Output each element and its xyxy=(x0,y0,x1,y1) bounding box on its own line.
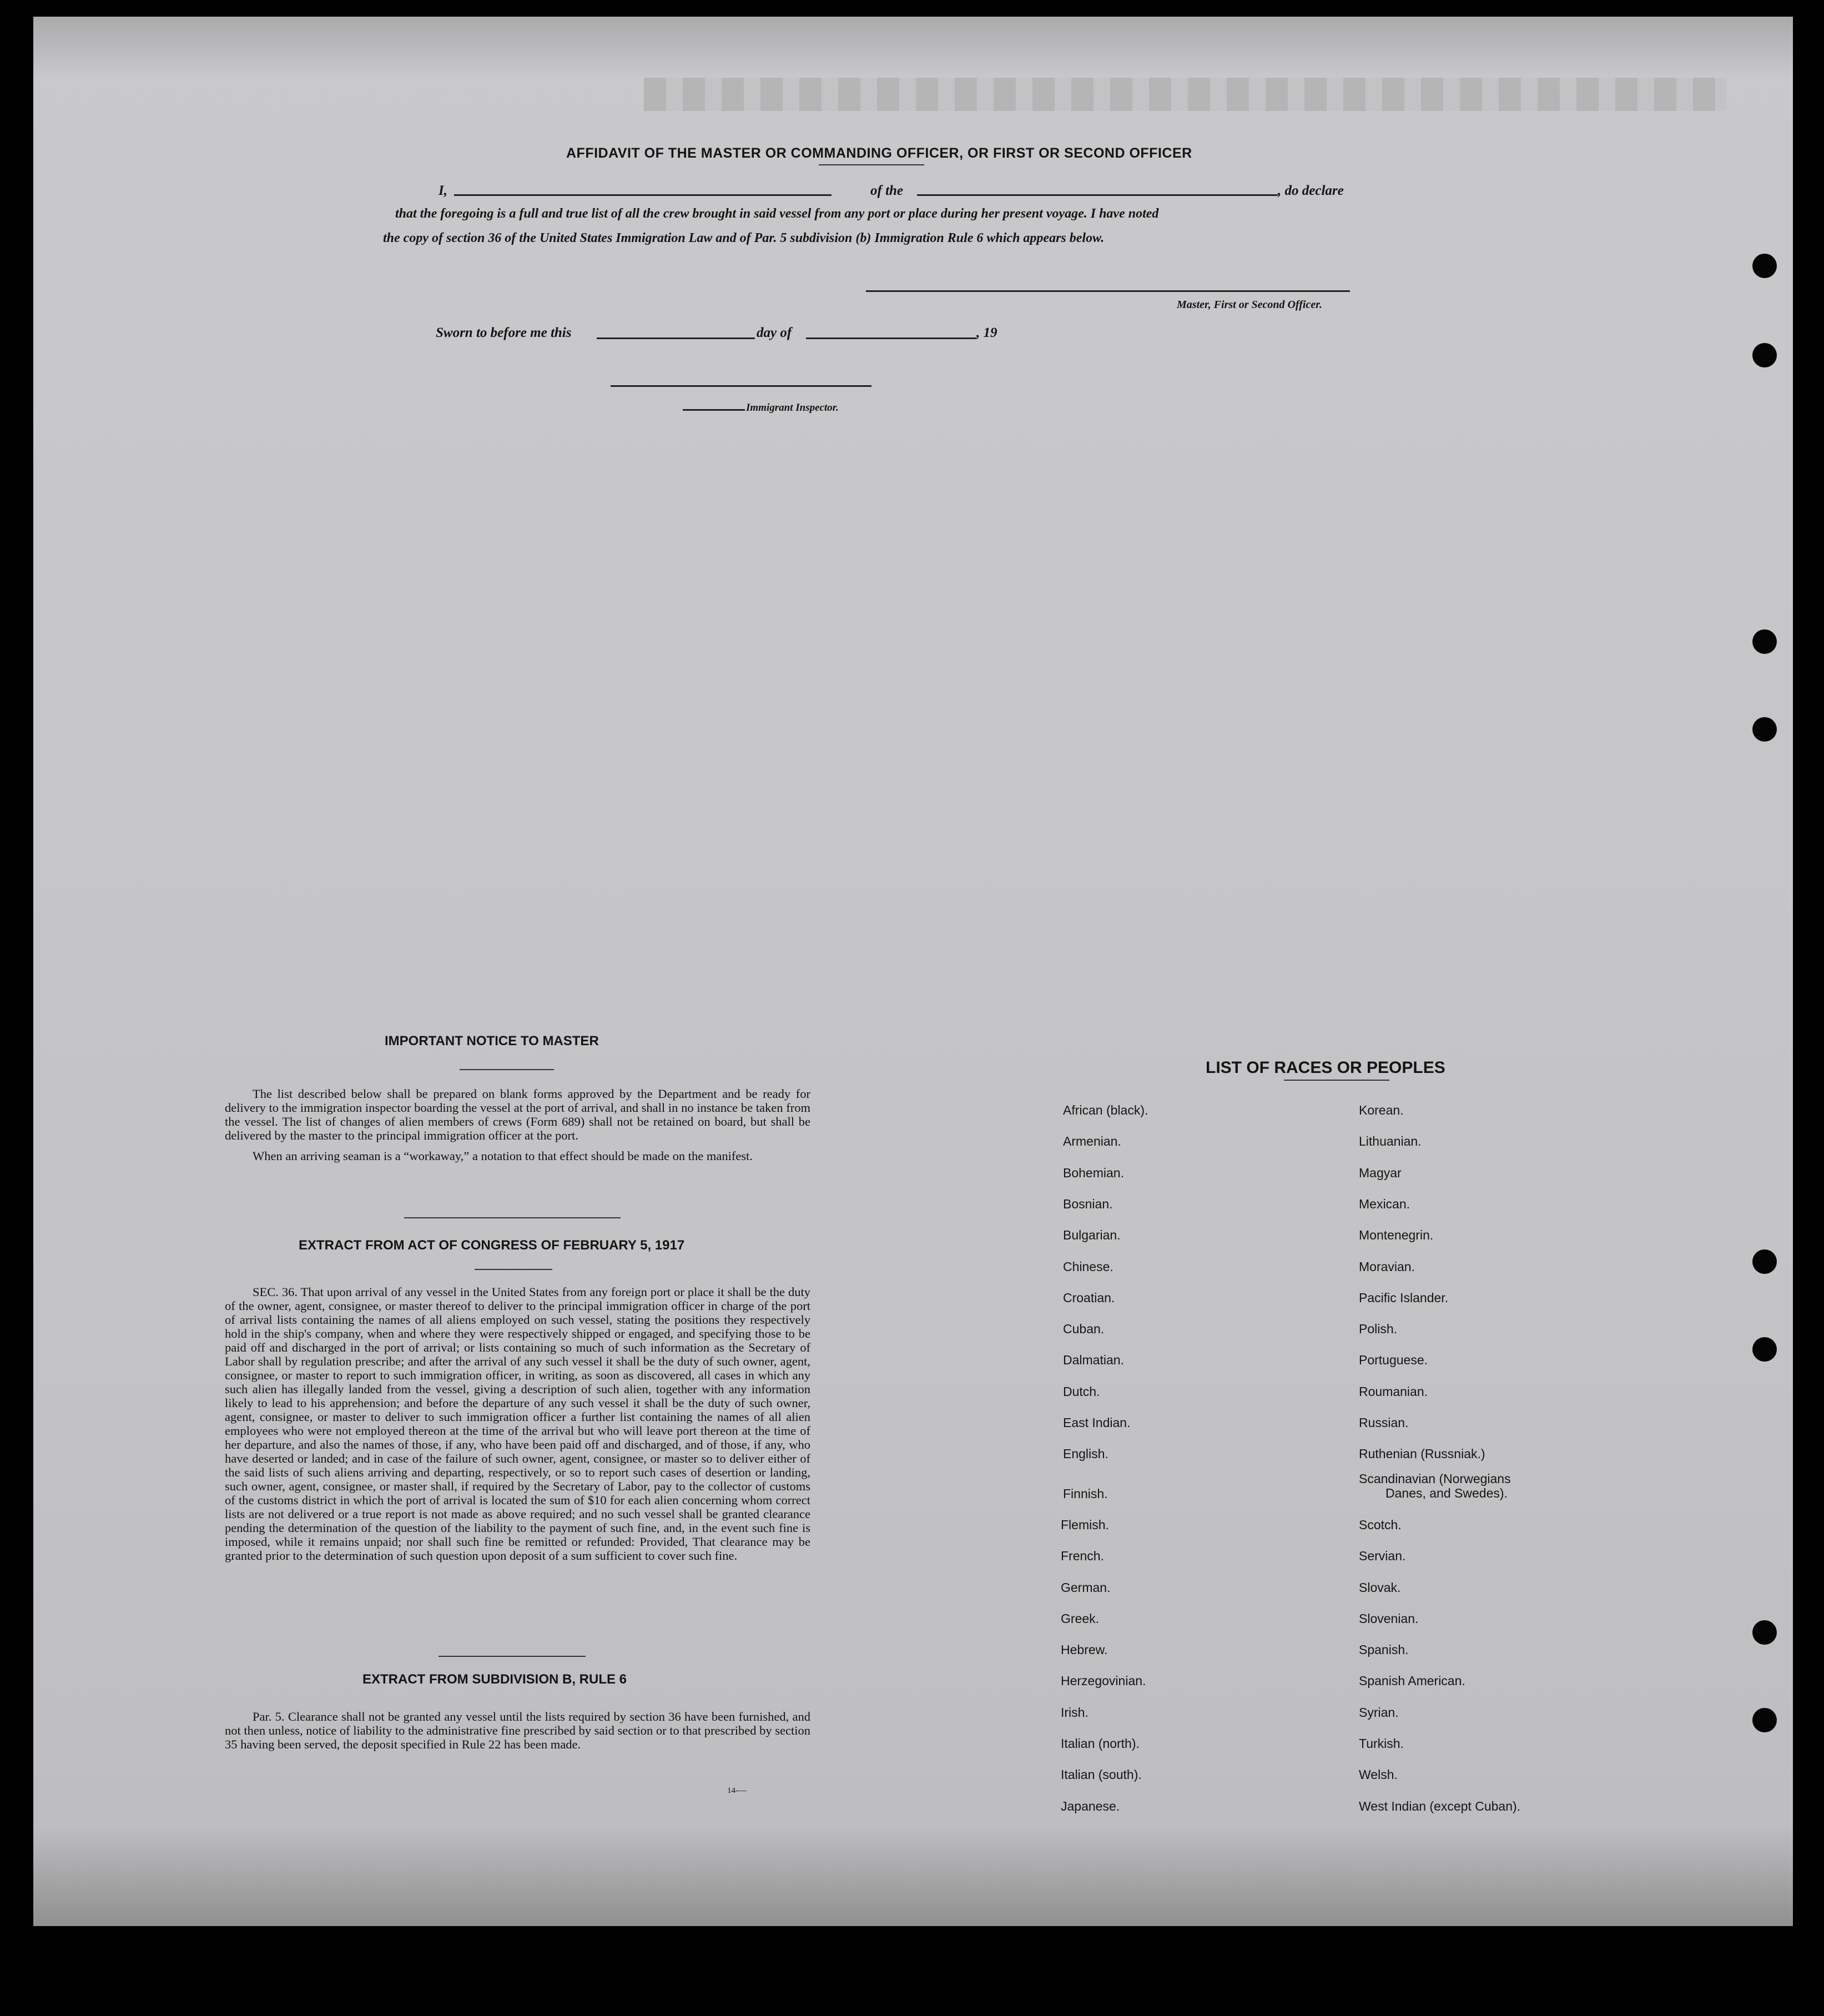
race-item: Slovenian. xyxy=(1359,1611,1419,1626)
day-of-label: day of xyxy=(757,325,792,340)
sworn-day-line xyxy=(597,337,755,339)
race-item: Greek. xyxy=(1061,1611,1100,1626)
extract-act-rule xyxy=(475,1269,552,1270)
bottom-shadow xyxy=(33,1826,1793,1926)
bleed-through-text xyxy=(644,78,1726,111)
affidavit-line-3: the copy of section 36 of the United States Immigration Law and of Par. 5 subdivision (b) Immigration Rule 6 which appears below. xyxy=(383,231,1105,245)
race-item: Welsh. xyxy=(1359,1767,1398,1782)
inspector-signature-line xyxy=(611,385,871,387)
affidavit-title: AFFIDAVIT OF THE MASTER OR COMMANDING OFFICER, OR FIRST OR SECOND OFFICER xyxy=(566,145,1192,161)
sworn-label: Sworn to before me this xyxy=(436,325,572,340)
extract-act-title: EXTRACT FROM ACT OF CONGRESS OF FEBRUARY 5, 1917 xyxy=(299,1238,685,1253)
race-item: Dalmatian. xyxy=(1063,1353,1124,1368)
race-item: Italian (south). xyxy=(1061,1767,1142,1782)
race-item: Hebrew. xyxy=(1061,1642,1108,1657)
punch-hole xyxy=(1752,343,1777,367)
extract-divider xyxy=(439,1656,586,1657)
sworn-month-line xyxy=(806,337,976,339)
race-item: Bosnian. xyxy=(1063,1196,1113,1211)
race-item: Bulgarian. xyxy=(1063,1228,1121,1243)
punch-hole xyxy=(1752,717,1777,742)
punch-hole xyxy=(1752,1620,1777,1645)
title-rule xyxy=(819,164,924,165)
notice-paragraph-1: The list described below shall be prepared on blank forms approved by the Department and be ready for delivery to the immigration inspector boarding the vessel at the port of arrival, and shall in no instance be taken from the vessel. The list of changes of alien members of crews (Form 689) shall not be retained on board, but shall be delivered by the master to the principal immigration officer at the port. xyxy=(225,1087,810,1142)
race-item: Danes, and Swedes). xyxy=(1385,1485,1508,1500)
affidavit-i-label: I, xyxy=(439,183,447,198)
race-item: Chinese. xyxy=(1063,1259,1113,1274)
race-item: Slovak. xyxy=(1359,1580,1401,1595)
race-item: Polish. xyxy=(1359,1322,1398,1337)
top-shadow xyxy=(33,17,1793,78)
inspector-label: Immigrant Inspector. xyxy=(746,402,839,414)
race-item: Moravian. xyxy=(1359,1259,1415,1274)
punch-hole xyxy=(1752,1337,1777,1362)
race-item: Servian. xyxy=(1359,1549,1406,1564)
punch-hole xyxy=(1752,1249,1777,1274)
race-item: Flemish. xyxy=(1061,1517,1109,1532)
punch-hole xyxy=(1752,1708,1777,1732)
notice-title: IMPORTANT NOTICE TO MASTER xyxy=(385,1034,599,1049)
races-rule xyxy=(1284,1080,1389,1081)
race-item: Roumanian. xyxy=(1359,1384,1428,1399)
race-item: Finnish. xyxy=(1063,1486,1108,1501)
race-item: Magyar xyxy=(1359,1165,1402,1180)
affidavit-do-declare: , do declare xyxy=(1278,183,1344,198)
race-item: West Indian (except Cuban). xyxy=(1359,1798,1521,1813)
race-item: Mexican. xyxy=(1359,1196,1410,1211)
race-item: Dutch. xyxy=(1063,1384,1100,1399)
punch-hole xyxy=(1752,254,1777,278)
race-item: Turkish. xyxy=(1359,1736,1404,1751)
race-item: Scotch. xyxy=(1359,1517,1402,1532)
race-item: Russian. xyxy=(1359,1415,1409,1430)
master-signature-label: Master, First or Second Officer. xyxy=(1177,299,1322,311)
race-item: Cuban. xyxy=(1063,1322,1105,1337)
document-sheet xyxy=(33,17,1793,1926)
race-item: Armenian. xyxy=(1063,1134,1121,1149)
affidavit-of-the: of the xyxy=(870,183,904,198)
year-prefix: , 19 xyxy=(976,325,997,340)
race-item: French. xyxy=(1061,1549,1104,1564)
race-item: African (black). xyxy=(1063,1103,1148,1117)
section-36-text: SEC. 36. That upon arrival of any vessel in the United States from any foreign port or place it shall be the duty of the owner, agent, consignee, or master thereof to deliver to the principal immigration officer in charge of the port of arrival lists containing the names of all aliens employed on such vessel, stating the positions they respectively hold in the ship's company, when and where they were respectively shipped or engaged, and specifying those to be paid off and discharged in the port of arrival; or lists containing so much of such information as the Secretary of Labor shall by regulation prescribe; and after the arrival of any such vessel it shall be the duty of such owner, agent, consignee, or master to report to such immigration officer, in writing, as soon as discovered, all cases in which any such alien has illegally landed from the vessel, giving a description of such alien, together with any information likely to lead to his apprehension; and before the departure of any such vessel it shall be the duty of such owner, agent, consignee, or master to deliver to such immigration officer a further list containing the names of all alien employees who were not employed thereon at the time of the arrival but who will leave port thereon at the time of her departure, and also the names of those, if any, who have been paid off and discharged, and of those, if any, who have deserted or landed; and in case of the failure of such owner, agent, consignee, or master so to deliver either of the said lists of such aliens arriving and departing, respectively, or so to report such cases of desertion or landing, such owner, agent, consignee, or master shall, if required by the Secretary of Labor, pay to the collector of customs of the customs district in which the port of arrival is located the sum of $10 for each alien concerning whom correct lists are not delivered or a true report is not made as above required; and no such vessel shall be granted clearance pending the determination of the question of the liability to the payment of such fine, and, in the event such fine is imposed, while it remains unpaid; nor shall such fine be remitted or refunded: Provided, That clearance may be granted prior to the determination of such question upon deposit of a sum sufficient to cover such fine. xyxy=(225,1285,810,1563)
name-blank-line xyxy=(454,194,832,196)
punch-hole xyxy=(1752,629,1777,654)
race-item: Portuguese. xyxy=(1359,1353,1428,1368)
race-item: Pacific Islander. xyxy=(1359,1290,1449,1305)
race-item: East Indian. xyxy=(1063,1415,1131,1430)
race-item: Spanish American. xyxy=(1359,1674,1465,1689)
race-item: Montenegrin. xyxy=(1359,1228,1434,1243)
extract-rule-title: EXTRACT FROM SUBDIVISION B, RULE 6 xyxy=(362,1672,627,1687)
extract-act-body xyxy=(225,1285,810,1563)
vessel-blank-line xyxy=(917,194,1278,196)
par-5-text: Par. 5. Clearance shall not be granted any vessel until the lists required by section 36 have been furnished, and not then unless, notice of liability to the administrative fine prescribed by said section or to that prescribed by section 35 having been served, the deposit specified in Rule 22 has been made. xyxy=(225,1710,810,1751)
race-item: Croatian. xyxy=(1063,1290,1115,1305)
notice-paragraph-2: When an arriving seaman is a “workaway,” a notation to that effect should be made on the manifest. xyxy=(253,1149,753,1163)
affidavit-line-2: that the foregoing is a full and true list of all the crew brought in said vessel from any port or place during her present voyage. I have noted xyxy=(395,206,1159,221)
notice-divider xyxy=(404,1217,621,1218)
race-item: Bohemian. xyxy=(1063,1165,1124,1180)
notice-rule xyxy=(460,1069,554,1070)
race-item: Irish. xyxy=(1061,1705,1089,1720)
race-item: English. xyxy=(1063,1447,1108,1461)
race-item: Scandinavian (Norwegians xyxy=(1359,1471,1511,1486)
race-item: Herzegovinian. xyxy=(1061,1674,1146,1689)
race-item: Syrian. xyxy=(1359,1705,1399,1720)
extract-rule-body xyxy=(225,1710,810,1751)
race-item: Spanish. xyxy=(1359,1642,1409,1657)
races-title: LIST OF RACES OR PEOPLES xyxy=(1206,1059,1445,1077)
race-item: Italian (north). xyxy=(1061,1736,1140,1751)
race-item: Lithuanian. xyxy=(1359,1134,1422,1149)
inspector-short-line xyxy=(683,409,745,411)
race-item: Ruthenian (Russniak.) xyxy=(1359,1447,1485,1461)
master-signature-line xyxy=(866,290,1350,292)
race-item: Japanese. xyxy=(1061,1798,1120,1813)
race-item: Korean. xyxy=(1359,1103,1404,1117)
race-item: German. xyxy=(1061,1580,1111,1595)
form-number: 14-— xyxy=(727,1786,747,1795)
notice-body xyxy=(225,1087,810,1163)
